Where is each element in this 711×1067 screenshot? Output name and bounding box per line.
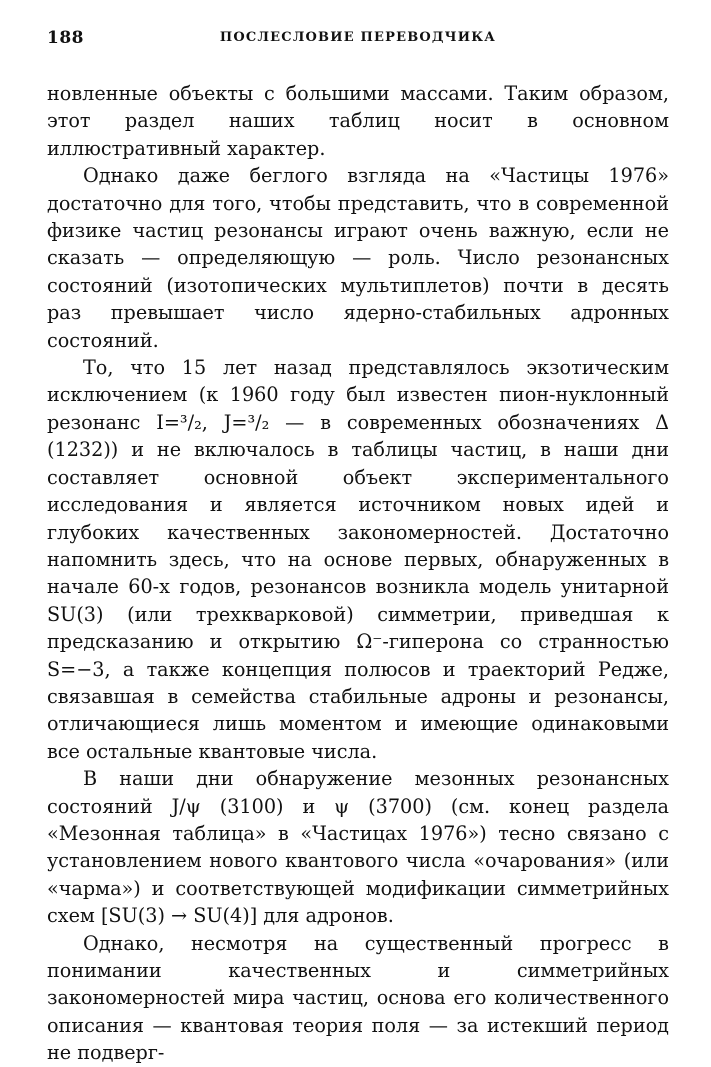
page-number: 188 [47, 28, 84, 48]
paragraph-history: То, что 15 лет назад представлялось экзотическим исключением (к 1960 году был известен пион-нуклонный резонанс I=³/₂, J=³/₂ — в современных обозначениях Δ (1232)) и не включалось в таблицы частиц, в наши дни составляет основной объект экспериментального исследования и является источником новых идей и глубоких качественных закономерностей. Достаточно напомнить здесь, что на основе первых, обнаруженных в начале 60-х годов, резонансов возникла модель унитарной SU(3) (или трехкварковой) симметрии, приведшая к предсказанию и открытию Ω⁻-гиперона со странностью S=−3, а также концепция полюсов и траекторий Редже, связавшая в семейства стабильные адроны и резонансы, отличающиеся лишь моментом и имеющие одинаковыми все остальные квантовые числа. [47, 356, 669, 763]
paragraph-charm: В наши дни обнаружение мезонных резонансных состояний J/ψ (3100) и ψ (3700) (см. конец раздела «Мезонная таблица» в «Частицах 1976») тесно связано с установлением нового квантового числа «очарования» (или «чарма») и соответствующей модификации симметрийных схем [SU(3) → SU(4)] для адронов. [47, 767, 669, 928]
paragraph-resonances-role: Однако даже беглого взгляда на «Частицы 1976» достаточно для того, чтобы представить, что в современной физике частиц резонансы играют очень важную, если не сказать — определяющую — роль. Число резонансных состояний (изотопических мультиплетов) почти в десять раз превышает число ядерно-стабильных адронных состояний. [47, 164, 669, 352]
running-title: ПОСЛЕСЛОВИЕ ПЕРЕВОДЧИКА [219, 30, 497, 45]
paragraph-field-theory: Однако, несмотря на существенный прогресс в понимании качественных и симметрийных закономерностей мира частиц, основа его количественного описания — квантовая теория поля — за истекший период не подверг- [47, 931, 669, 1065]
page-header [47, 28, 669, 52]
body-text [47, 80, 669, 1067]
paragraph-continued: новленные объекты с большими массами. Таким образом, этот раздел наших таблиц носит в основном иллюстративный характер. [47, 82, 669, 160]
